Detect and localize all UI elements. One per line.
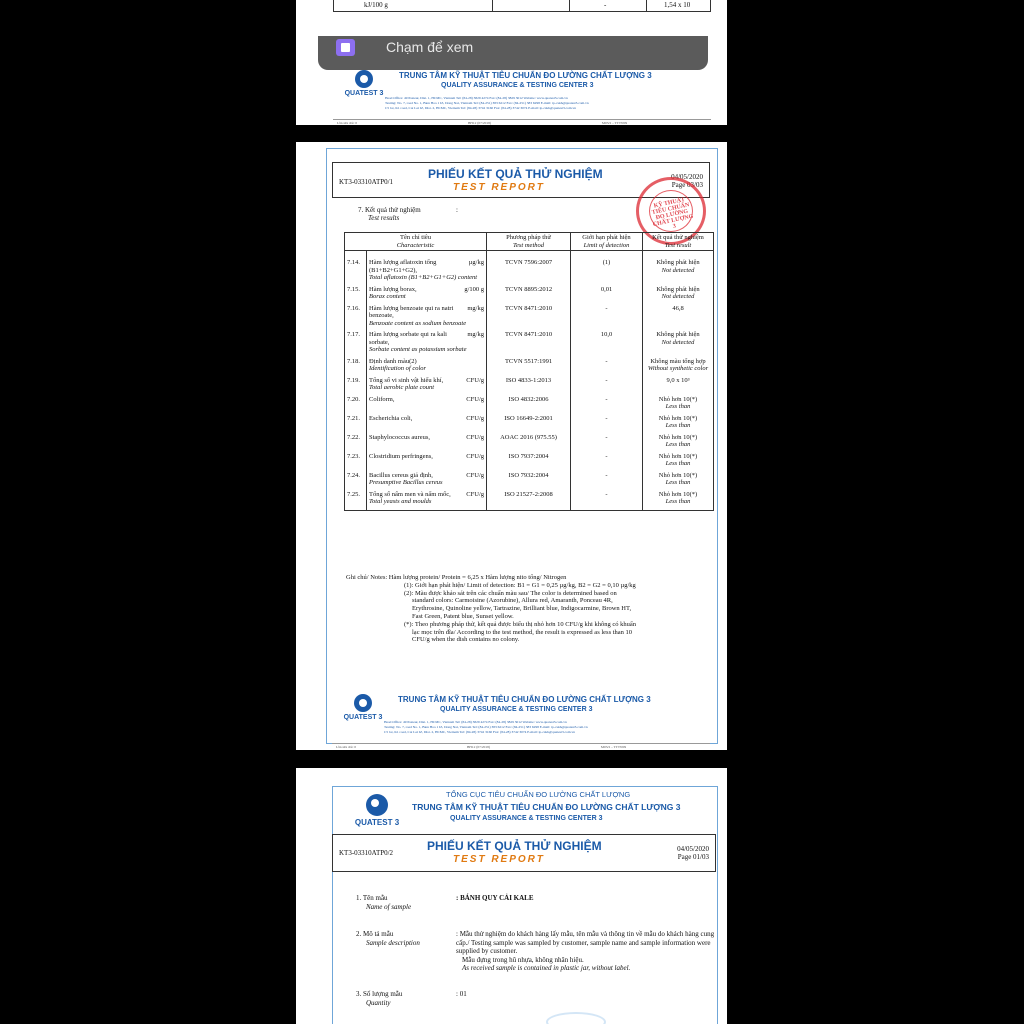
col-characteristic: Tên chỉ tiêu Characteristic	[345, 233, 487, 251]
row-unit: mg/kg	[467, 331, 484, 338]
row-method: ISO 16649-2:2001	[487, 415, 571, 434]
row-characteristic: Định danh màu(2) Identification of color	[367, 358, 487, 377]
quatest-logo-icon	[354, 694, 372, 712]
row-number: 7.25.	[345, 491, 367, 511]
row-unit: CFU/g	[466, 471, 484, 479]
row-result: Nhỏ hơn 10(*) Less than	[643, 434, 714, 453]
row-unit: CFU/g	[466, 433, 484, 441]
row-result: 46,8	[643, 305, 714, 332]
row-result: Nhỏ hơn 10(*) Less than	[643, 472, 714, 491]
row-characteristic: mg/kg Hàm lượng benzoate qui ra natri benzoate, Benzoate content as sodium benzoate	[367, 305, 487, 332]
row-unit: CFU/g	[466, 376, 484, 384]
table-row	[345, 305, 714, 332]
row-number: 7.18.	[345, 358, 367, 377]
quatest-logo-icon	[366, 794, 388, 816]
row-unit: mg/kg	[467, 304, 484, 312]
col-limit: Giới hạn phát hiện Limit of detection	[571, 233, 643, 251]
row-unit: g/100 g	[464, 285, 484, 293]
row-characteristic: CFU/g Bacillus cereus giả định, Presumptive Bacillus cereus	[367, 472, 487, 491]
row-result: Nhỏ hơn 10(*) Less than	[643, 415, 714, 434]
results-table	[344, 232, 714, 511]
row-number: 7.23.	[345, 453, 367, 472]
row-limit: 0,01	[571, 286, 643, 305]
institute-footer-2: QUATEST 3 TRUNG TÂM KỸ THUẬT TIÊU CHUẨN ĐO LƯỜNG CHẤT LƯỢNG 3 QUALITY ASSURANCE & TESTING CENTER 3 Head Office: 49 Pasteur, Dist. 1, HCMC, Vietnam Tel: (84-28) 3829 4274 Fax: (84-28) 3829 3012 Website: www.quatest3.com.vn Testing: No. 7, road No. 1, Bien Hoa 1 IZ, Dong Nai, Vietnam Tel: (84-251) 383 6212 Fax: (84-251) 383 6298 E-mail: tp-cskh@quatest3.com.vn C5 lot, K1 road, Cat Lai IZ, Dist. 2, HCMC, Vietnam Tel: (84-28) 3742 3160 Fax: (84-28) 3742 3074 E-mail: tp-cskh@quatest3.com.vn Lần sửa đổi: 0 BH12 (07/2018) M03/2 – TTTN09	[332, 690, 710, 750]
row-number: 7.15.	[345, 286, 367, 305]
row-number: 7.16.	[345, 305, 367, 332]
row-limit: -	[571, 434, 643, 453]
report-page-results	[296, 142, 727, 750]
row-label: kJ/100 g	[364, 1, 388, 9]
row-limit: -	[571, 472, 643, 491]
report-header-3	[332, 834, 716, 872]
table-row	[345, 331, 714, 358]
parent-org: TỔNG CỤC TIÊU CHUẨN ĐO LƯỜNG CHẤT LƯỢNG	[446, 790, 631, 799]
row-limit: 10,0	[571, 331, 643, 358]
row-result: Nhỏ hơn 10(*) Less than	[643, 396, 714, 415]
row-limit: -	[571, 377, 643, 396]
table-row	[345, 358, 714, 377]
quatest-logo: QUATEST 3	[341, 70, 387, 110]
table-row	[345, 396, 714, 415]
row-characteristic: µg/kg Hàm lượng aflatoxin tổng (B1+B2+G1+G2), Total aflatoxin (B1+B2+G1+G2) content	[367, 251, 487, 286]
col-method: Phương pháp thử Test method	[487, 233, 571, 251]
report-code: KT3-03310ATP0/1	[339, 178, 394, 186]
row-limit: -	[571, 415, 643, 434]
row-characteristic: CFU/g Escherichia coli,	[367, 415, 487, 434]
sample-name-value: : BÁNH QUY CẢI KALE	[456, 894, 534, 902]
row-unit: CFU/g	[466, 452, 484, 460]
row-method: ISO 7937:2004	[487, 453, 571, 472]
row-result: Không phát hiện Not detected	[643, 331, 714, 358]
report-date: 04/05/2020 Page 01/03	[677, 845, 709, 861]
table-row	[345, 491, 714, 511]
quatest-logo-icon	[355, 70, 373, 88]
tap-to-view-toast[interactable]	[318, 36, 708, 70]
field-sample-description: 2. Mô tả mẫu Sample description	[356, 930, 420, 947]
row-method: ISO 21527-2:2008	[487, 491, 571, 511]
field-quantity: 3. Số lượng mẫu Quantity	[356, 990, 403, 1007]
report-notes: Ghi chú/ Notes: Hàm lượng protein/ Protein = 6,25 x Hàm lượng nito tổng/ Nitrogen (1): Giới hạn phát hiện/ Limit of detection: B1 = G1 = 0,25 µg/kg, B2 = G2 = 0,10 µg/kg (2): Màu được khảo sát trên các chuẩn màu sau/ The color is determined based on standard colors: Carmoisine (Azorubine), Allura red, Amaranth, Ponceau 4R, Erythrosine, Quinoline yellow, Tartrazine, Brilliant blue, Indigocarmine, Brown HT, Fast Green, Patent blue, Sunset yellow. (*): Theo phương pháp thử, kết quả được biểu thị nhỏ hơn 10 CFU/g khi không có khuẩn lạc mọc trên đĩa/ According to the test method, the result is expressed as less than 10 CFU/g when the dish contains no colony.	[346, 574, 636, 644]
row-result: 9,0 x 10³	[643, 377, 714, 396]
row-characteristic: CFU/g Clostridium perfringens,	[367, 453, 487, 472]
report-date: 04/05/2020 Page 03/03	[671, 173, 703, 189]
row-method: AOAC 2016 (975.55)	[487, 434, 571, 453]
sample-description-value: : Mẫu thử nghiệm do khách hàng lấy mẫu, tên mẫu và thông tin về mẫu do khách hàng cung cấp./ Testing sample was sampled by customer, sample name and sample information were supplied by customer. Mẫu đựng trong hũ nhựa, không nhãn hiệu. As received sample is contained in plastic jar, without label.	[456, 930, 715, 972]
table-row	[345, 415, 714, 434]
table-row	[345, 286, 714, 305]
row-number: 7.24.	[345, 472, 367, 491]
institute-header	[332, 790, 716, 830]
table-row	[345, 453, 714, 472]
report-title-vn: PHIẾU KẾT QUẢ THỬ NGHIỆM	[428, 167, 603, 181]
report-code: KT3-03310ATP0/2	[339, 849, 394, 857]
row-result: Không màu tổng hợp Without synthetic color	[643, 358, 714, 377]
table-row	[345, 472, 714, 491]
row-limit: -	[571, 491, 643, 511]
report-page-top	[296, 0, 727, 125]
table-row	[345, 377, 714, 396]
row-unit: CFU/g	[466, 490, 484, 498]
row-limit: -	[571, 358, 643, 377]
row-result: 1,54 x 10	[664, 1, 691, 9]
quatest-logo-3: QUATEST 3	[354, 794, 400, 834]
quantity-value: : 01	[456, 990, 467, 998]
row-limit: -	[571, 396, 643, 415]
row-number: 7.17.	[345, 331, 367, 358]
row-result: Không phát hiện Not detected	[643, 286, 714, 305]
row-limit: (1)	[571, 251, 643, 286]
row-characteristic: mg/kg Hàm lượng sorbate qui ra kali sorbate, Sorbate content as potassium sorbate	[367, 331, 487, 358]
row-limit: -	[571, 453, 643, 472]
row-characteristic: CFU/g Tổng số nấm men và nấm mốc, Total yeasts and moulds	[367, 491, 487, 511]
row-limit: -	[604, 1, 607, 9]
row-characteristic: g/100 g Hàm lượng borax, Borax content	[367, 286, 487, 305]
col-result: Kết quả thử nghiệm Test result	[643, 233, 714, 251]
row-number: 7.21.	[345, 415, 367, 434]
report-title-en: TEST REPORT	[453, 182, 545, 193]
row-method: ISO 4832:2006	[487, 396, 571, 415]
row-method: ISO 4833-1:2013	[487, 377, 571, 396]
row-method: ISO 7932:2004	[487, 472, 571, 491]
app-icon	[336, 39, 355, 56]
official-stamp: KỸ THUẬT TIÊU CHUẨN ĐO LƯỜNG CHẤT LƯỢNG 3	[636, 177, 706, 245]
footer-revision-bar: Lần sửa đổi: 0 BH12 (07/2018) M03/2 – TTTN09	[333, 119, 711, 125]
row-number: 7.22.	[345, 434, 367, 453]
quatest-logo-2: QUATEST 3	[340, 694, 386, 734]
row-number: 7.14.	[345, 251, 367, 286]
row-number: 7.19.	[345, 377, 367, 396]
institute-footer	[333, 66, 711, 125]
row-unit: µg/kg	[468, 259, 484, 266]
toast-text: Chạm để xem	[386, 39, 474, 55]
row-unit: CFU/g	[466, 414, 484, 422]
institute-name-en: QUALITY ASSURANCE & TESTING CENTER 3	[450, 815, 603, 822]
row-limit: -	[571, 305, 643, 332]
row-method: TCVN 8471:2010	[487, 305, 571, 332]
field-sample-name: 1. Tên mẫu Name of sample	[356, 894, 412, 911]
row-method: TCVN 7596:2007	[487, 251, 571, 286]
row-characteristic: CFU/g Coliform,	[367, 396, 487, 415]
row-method: TCVN 5517:1991	[487, 358, 571, 377]
report-title-vn: PHIẾU KẾT QUẢ THỬ NGHIỆM	[427, 839, 602, 853]
report-page-first	[296, 768, 727, 1024]
report-title-en: TEST REPORT	[453, 854, 545, 865]
table-row	[345, 434, 714, 453]
results-label: 7. Kết quả thử nghiệm : Test results	[358, 206, 458, 222]
row-unit: CFU/g	[466, 395, 484, 403]
partial-table-row	[333, 0, 711, 12]
row-result: Nhỏ hơn 10(*) Less than	[643, 453, 714, 472]
table-row	[345, 251, 714, 286]
institute-name-vn: TRUNG TÂM KỸ THUẬT TIÊU CHUẨN ĐO LƯỜNG CHẤT LƯỢNG 3	[412, 802, 681, 812]
row-result: Nhỏ hơn 10(*) Less than	[643, 491, 714, 511]
row-number: 7.20.	[345, 396, 367, 415]
row-method: TCVN 8471:2010	[487, 331, 571, 358]
row-characteristic: CFU/g Tổng số vi sinh vật hiếu khí, Total aerobic plate count	[367, 377, 487, 396]
institute-name-vn: TRUNG TÂM KỸ THUẬT TIÊU CHUẨN ĐO LƯỜNG CHẤT LƯỢNG 3	[399, 71, 652, 80]
row-characteristic: CFU/g Staphylococcus aureus,	[367, 434, 487, 453]
row-method: TCVN 8895:2012	[487, 286, 571, 305]
row-result: Không phát hiện Not detected	[643, 251, 714, 286]
institute-address: Head Office: 49 Pasteur, Dist. 1, HCMC, Vietnam Tel: (84-28) 3829 4274 Fax: (84-28) 3829 3012 Website: www.quatest3.com.vn Testing: No. 7, road No. 1, Bien Hoa 1 IZ, Dong Nai, Vietnam Tel: (84-251) 383 6212 Fax: (84-251) 383 6298 E-mail: tp-cskh@quatest3.com.vn C5 lot, K1 road, Cat Lai IZ, Dist. 2, HCMC, Vietnam Tel: (84-28) 3742 3160 Fax: (84-28) 3742 3074 E-mail: tp-cskh@quatest3.com.vn	[385, 96, 589, 110]
institute-name-en: QUALITY ASSURANCE & TESTING CENTER 3	[441, 82, 594, 89]
